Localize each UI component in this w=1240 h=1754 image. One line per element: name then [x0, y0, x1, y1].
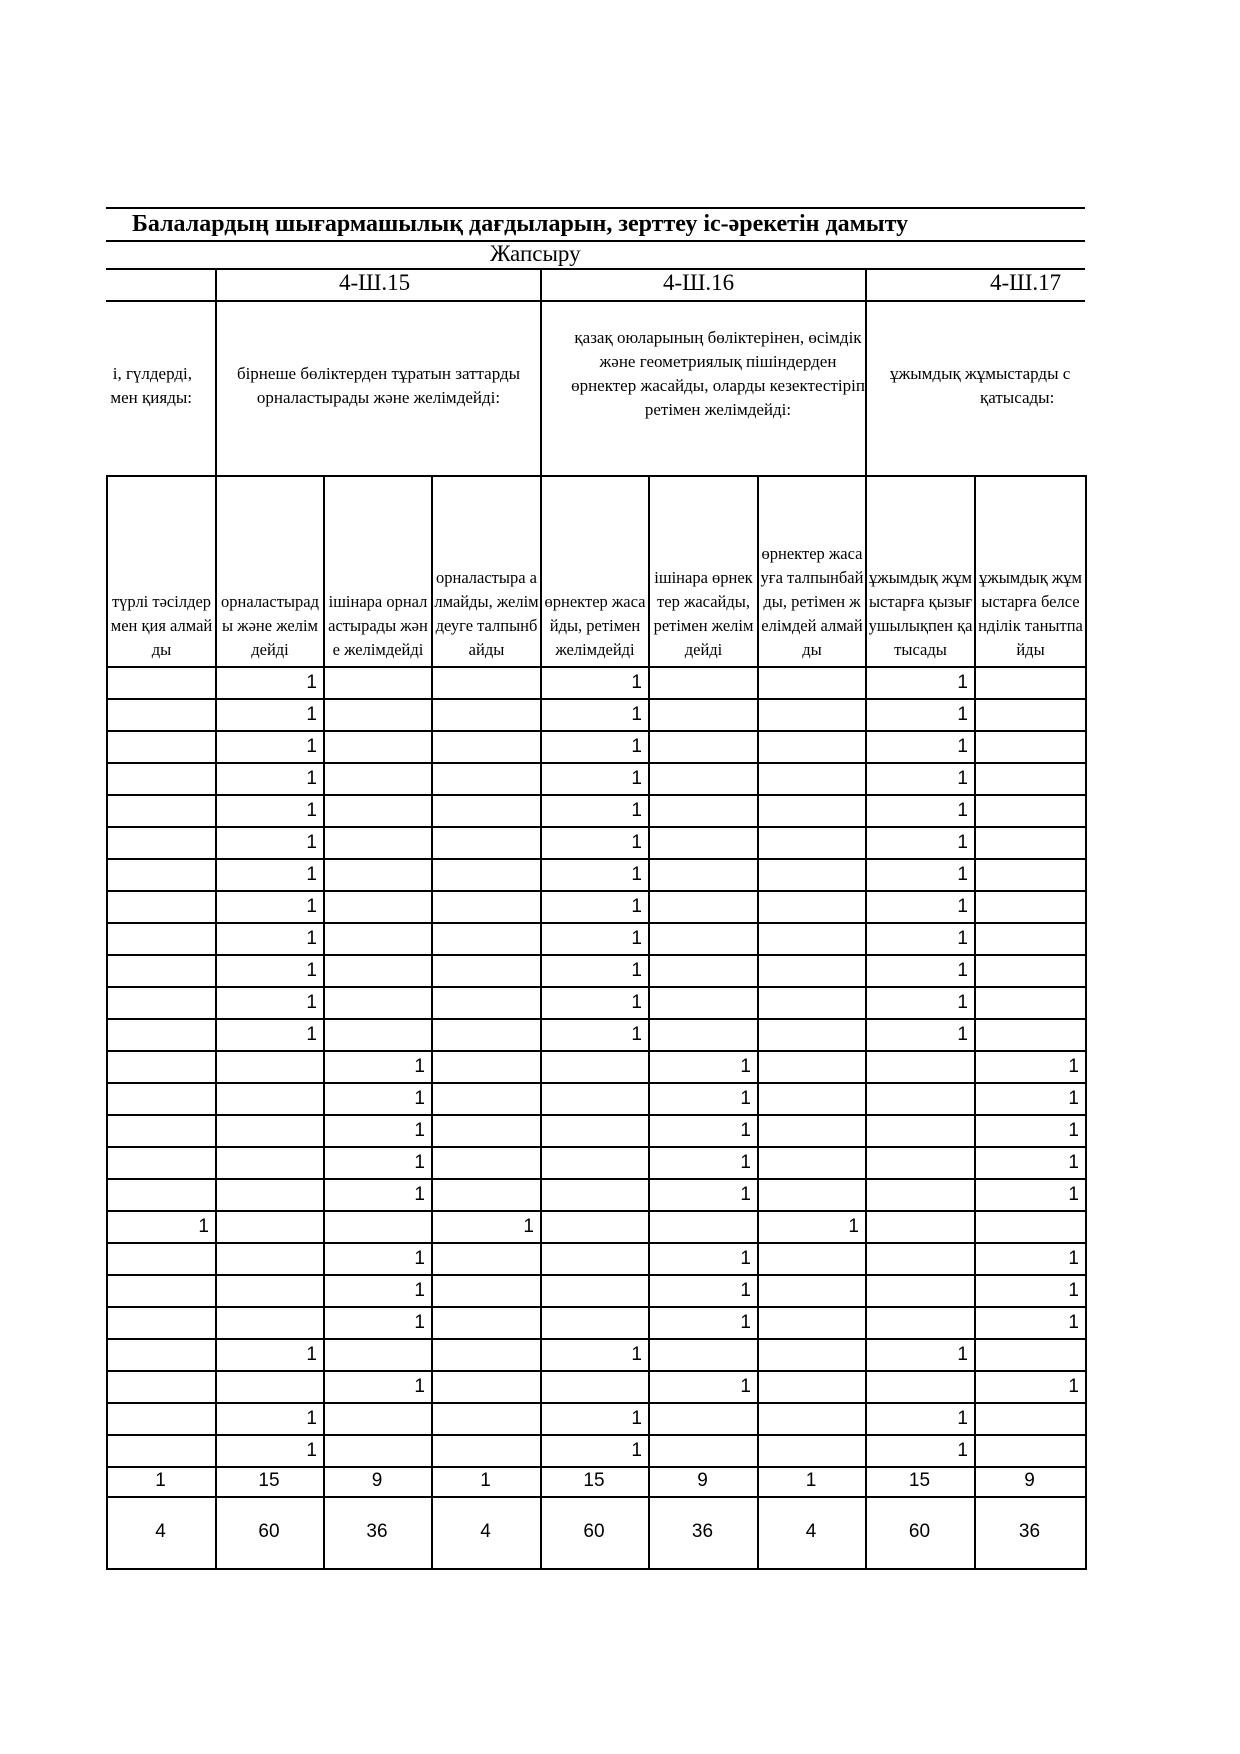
table-cell: 1: [957, 992, 968, 1013]
table-cell: 1: [631, 832, 642, 853]
table-cell: 1: [306, 736, 317, 757]
column-header: [760, 479, 864, 662]
table-cell: 1: [1068, 1248, 1079, 1269]
column-header: [543, 479, 647, 662]
table-cell: 1: [414, 1312, 425, 1333]
total-cell: 15: [583, 1470, 605, 1491]
column-header-top-rule: [106, 475, 1085, 477]
column-header: [977, 479, 1084, 662]
table-cell: 1: [740, 1120, 751, 1141]
percent-cell: 36: [1018, 1521, 1041, 1542]
table-cell: 1: [414, 1280, 425, 1301]
table-cell: 1: [740, 1056, 751, 1077]
header-rule-subtitle-bottom: [106, 268, 1085, 270]
table-cell: 1: [414, 1376, 425, 1397]
table-cell: 1: [631, 1024, 642, 1045]
table-cell: 1: [957, 1408, 968, 1429]
total-cell: 9: [371, 1470, 383, 1491]
table-cell: 1: [957, 928, 968, 949]
column-rule: [431, 475, 433, 1570]
table-cell: 1: [414, 1152, 425, 1173]
table-cell: 1: [631, 1440, 642, 1461]
table-cell: 1: [306, 1440, 317, 1461]
group-desc-left-line1: і, гүлдерді,: [112, 364, 192, 383]
table-cell: 1: [957, 1344, 968, 1365]
column-rule: [1085, 475, 1087, 1570]
column-header: [109, 479, 214, 662]
total-cell: 9: [697, 1470, 708, 1491]
table-cell: 1: [1068, 1184, 1079, 1205]
table-cell: 1: [957, 896, 968, 917]
table-cell: 1: [414, 1120, 425, 1141]
page-title: Балалардың шығармашылық дағдыларын, зерттеу іс-әрекетін дамыту: [132, 211, 909, 237]
group-desc-left: [96, 362, 192, 410]
header-rule-codes-bottom: [106, 300, 1085, 302]
total-cell: 1: [480, 1470, 491, 1491]
column-header: [651, 479, 756, 662]
table-cell: 1: [957, 1024, 968, 1045]
table-cell: 1: [414, 1248, 425, 1269]
group-desc-17-line2: қатысады:: [980, 388, 1055, 407]
column-header: [434, 479, 539, 662]
column-header-label: ұжымдық жұмыстарға белсенділік танытпайды: [978, 568, 1083, 659]
table-cell: 1: [631, 960, 642, 981]
group-separator: [540, 270, 542, 475]
column-header-label: орналастырады және желімдейді: [221, 592, 319, 659]
table-cell: 1: [631, 1408, 642, 1429]
table-cell: 1: [306, 704, 317, 725]
group-desc-17: [868, 362, 1085, 410]
table-cell: 1: [631, 1344, 642, 1365]
table-bottom-rule: [106, 1568, 1087, 1570]
table-cell: 1: [414, 1184, 425, 1205]
table-cell: 1: [1068, 1280, 1079, 1301]
code-4-sh-15: 4-Ш.15: [339, 270, 411, 295]
table-cell: 1: [957, 768, 968, 789]
row-rule: [106, 1114, 1085, 1116]
total-cell: 15: [258, 1470, 280, 1491]
table-cell: 1: [198, 1216, 209, 1237]
table-cell: 1: [740, 1088, 751, 1109]
percent-cell: 4: [155, 1521, 166, 1542]
table-cell: 1: [957, 704, 968, 725]
table-cell: 1: [1068, 1376, 1079, 1397]
percent-cell: 36: [691, 1521, 714, 1542]
table-cell: 1: [740, 1280, 751, 1301]
row-rule: [106, 1306, 1085, 1308]
table-cell: 1: [957, 960, 968, 981]
percent-cell: 60: [908, 1521, 931, 1542]
column-rule: [648, 475, 650, 1570]
table-cell: 1: [740, 1184, 751, 1205]
column-header-label: ұжымдық жұмыстарға қызығушылықпен қатысады: [868, 568, 973, 659]
column-header-label: түрлі тәсілдермен қия алмайды: [110, 592, 213, 659]
column-rule: [974, 475, 976, 1570]
group-desc-left-line2: мен қияды:: [110, 388, 192, 407]
percent-cell: 4: [805, 1521, 817, 1542]
table-cell: 1: [306, 992, 317, 1013]
header-rule-title-bottom: [106, 240, 1085, 242]
percent-cell: 60: [583, 1521, 605, 1542]
column-header: [218, 479, 322, 662]
table-cell: 1: [957, 672, 968, 693]
group-separator: [865, 270, 867, 475]
group-desc-16: қазақ оюларының бөліктерінен, өсімдік және геометриялық пішіндерден өрнектер жасайды, оларды кезектестіріп ретімен желімдейді:: [571, 328, 865, 419]
table-cell: 1: [631, 864, 642, 885]
column-rule: [106, 475, 108, 1570]
table-cell: 1: [957, 864, 968, 885]
table-cell: 1: [306, 672, 317, 693]
total-cell: 15: [908, 1470, 931, 1491]
table-cell: 1: [306, 1408, 317, 1429]
percent-cell: 4: [480, 1521, 491, 1542]
column-header: [868, 479, 973, 662]
table-cell: 1: [306, 832, 317, 853]
column-rule: [757, 475, 759, 1570]
table-cell: 1: [306, 800, 317, 821]
table-cell: 1: [306, 960, 317, 981]
table-cell: 1: [306, 864, 317, 885]
table-cell: 1: [740, 1312, 751, 1333]
row-rule: [106, 1242, 1085, 1244]
table-cell: 1: [1068, 1120, 1079, 1141]
group-separator: [215, 270, 217, 475]
table-cell: 1: [957, 1440, 968, 1461]
total-cell: 1: [805, 1470, 817, 1491]
table-cell: 1: [848, 1216, 859, 1237]
percent-cell: 60: [258, 1521, 280, 1542]
row-rule: [106, 1146, 1085, 1148]
table-cell: 1: [1068, 1152, 1079, 1173]
table-cell: 1: [957, 800, 968, 821]
column-header-label: ішінара өрнектер жасайды, ретімен желімдейді: [653, 568, 754, 659]
column-header-label: орналастыра алмайды, желімдеуге талпынбайды: [434, 568, 539, 659]
table-cell: 1: [306, 928, 317, 949]
column-header-label: ішінара орналастырады және желімдейді: [328, 592, 428, 659]
row-rule: [106, 1082, 1085, 1084]
table-cell: 1: [740, 1152, 751, 1173]
table-cell: 1: [523, 1216, 534, 1237]
row-rule: [106, 1178, 1085, 1180]
table-cell: 1: [631, 704, 642, 725]
total-cell: 9: [1024, 1470, 1035, 1491]
code-4-sh-16: 4-Ш.16: [663, 270, 735, 295]
table-cell: 1: [740, 1376, 751, 1397]
table-cell: 1: [1068, 1088, 1079, 1109]
column-header-label: өрнектер жасауға талпынбайды, ретімен желімдей алмайды: [760, 544, 864, 659]
group-desc-17-line1: ұжымдық жұмыстарды с: [890, 364, 1071, 383]
percent-cell: 36: [366, 1521, 388, 1542]
table-cell: 1: [631, 672, 642, 693]
total-cell: 1: [155, 1470, 166, 1491]
table-cell: 1: [631, 992, 642, 1013]
column-rule: [323, 475, 325, 1570]
table-cell: 1: [414, 1088, 425, 1109]
row-rule: [106, 1274, 1085, 1276]
table-cell: 1: [1068, 1312, 1079, 1333]
table-cell: 1: [631, 800, 642, 821]
table-cell: 1: [306, 1344, 317, 1365]
table-cell: 1: [306, 896, 317, 917]
section-subtitle: Жапсыру: [490, 241, 581, 266]
group-desc-15: бірнеше бөліктерден тұратын заттарды орналастырады және желімдейді:: [236, 364, 521, 407]
header-rule-top: [106, 207, 1085, 209]
table-cell: 1: [1068, 1056, 1079, 1077]
table-cell: 1: [631, 896, 642, 917]
code-4-sh-17: 4-Ш.17: [990, 270, 1062, 295]
table-cell: 1: [631, 928, 642, 949]
table-cell: 1: [414, 1056, 425, 1077]
table-cell: 1: [957, 736, 968, 757]
table-cell: 1: [306, 1024, 317, 1045]
table-cell: 1: [631, 768, 642, 789]
table-cell: 1: [306, 768, 317, 789]
table-cell: 1: [631, 736, 642, 757]
row-rule: [106, 1210, 1085, 1212]
table-cell: 1: [740, 1248, 751, 1269]
table-cell: 1: [957, 832, 968, 853]
column-header-label: өрнектер жасайды, ретімен желімдейді: [544, 592, 646, 659]
column-header: [326, 479, 430, 662]
